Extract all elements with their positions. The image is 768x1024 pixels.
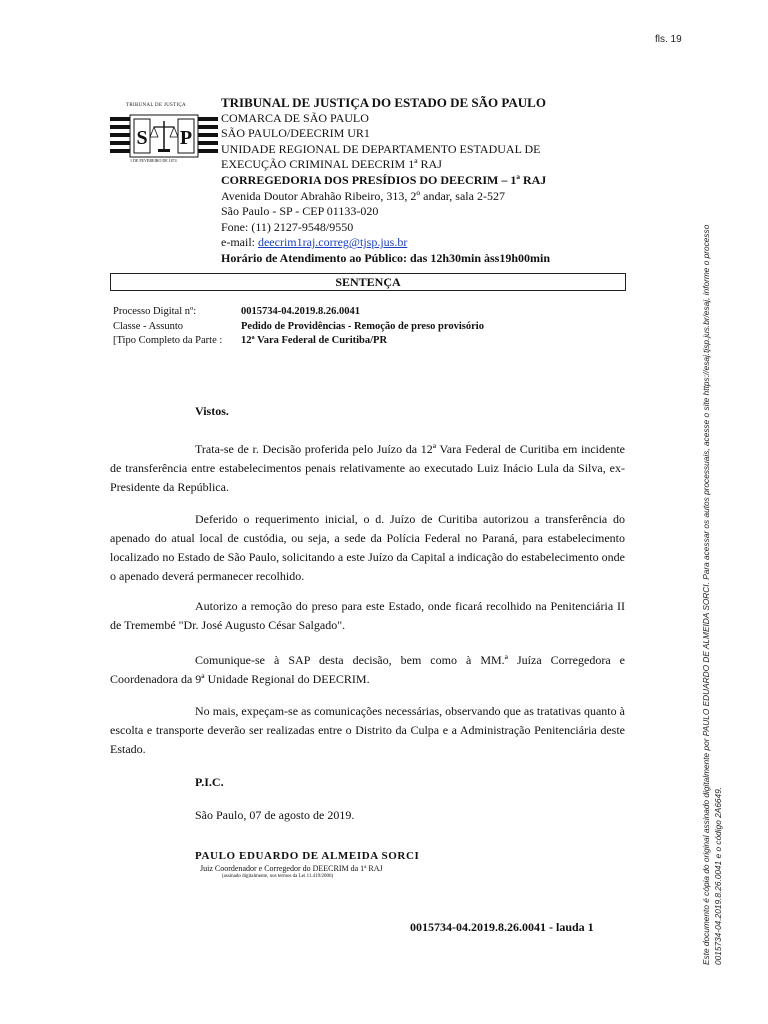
email-label: e-mail: bbox=[221, 235, 258, 250]
document-header bbox=[110, 95, 630, 265]
judge-role: Juiz Coordenador e Corregedor do DEECRIM da 1ª RAJ bbox=[200, 864, 383, 873]
seal-bottom-text: 1 DE FEVEREIRO DE 1874 bbox=[130, 158, 177, 163]
pic-text: P.I.C. bbox=[195, 775, 224, 789]
paragraph-5-text: No mais, expeçam-se as comunicações necessárias, observando que as tratativas quanto à escolta e transporte deverão ser realizadas entre o Distrito da Culpa e a Administração Penitenciária deste Estado. bbox=[110, 704, 625, 756]
page-number-label: fls. 19 bbox=[655, 34, 682, 45]
deecrim-line: SÃO PAULO/DEECRIM UR1 bbox=[221, 126, 370, 141]
digital-signature-note: (assinado digitalmente, nos termos da Lei 11.419/2006) bbox=[222, 874, 334, 879]
address-line: Avenida Doutor Abrahão Ribeiro, 313, 2º andar, sala 2-527 bbox=[221, 188, 505, 203]
paragraph-2 bbox=[110, 510, 625, 586]
unit-line-1: UNIDADE REGIONAL DE DEPARTAMENTO ESTADUAL DE bbox=[221, 141, 541, 156]
process-number-label: Processo Digital nº: bbox=[113, 306, 197, 317]
paragraph-1-text: Trata-se de r. Decisão proferida pelo Juízo da 12ª Vara Federal de Curitiba em incidente de transferência entre estabelecimentos penais relativamente ao executado Luiz Inácio Lula da Silva, ex-Presidente da República. bbox=[110, 442, 625, 494]
corregedoria-line: CORREGEDORIA DOS PRESÍDIOS DO DEECRIM – 1ª RAJ bbox=[221, 172, 547, 187]
process-number-value: 0015734-04.2019.8.26.0041 bbox=[241, 306, 360, 317]
paragraph-5 bbox=[110, 702, 625, 759]
paragraph-4 bbox=[110, 651, 625, 689]
city-cep-line: São Paulo - SP - CEP 01133-020 bbox=[221, 204, 379, 219]
process-number-row bbox=[113, 305, 484, 320]
seal-letter-p: P bbox=[179, 127, 193, 149]
side-note-line-1: Este documento é cópia do original assinado digitalmente por PAULO EDUARDO DE ALMEIDA SORCI. Para acessar os autos processuais, acesse o site https://esaj.tjsp.jus.br/esaj, informe o processo bbox=[701, 224, 711, 965]
paragraph-3 bbox=[110, 597, 625, 635]
court-title: TRIBUNAL DE JUSTIÇA DO ESTADO DE SÃO PAULO bbox=[221, 95, 546, 110]
pic-line bbox=[110, 773, 625, 792]
email-line bbox=[221, 235, 550, 251]
seal-letter-s: S bbox=[136, 127, 148, 149]
tjsp-seal bbox=[110, 103, 218, 163]
service-hours: Horário de Atendimento ao Público: das 12h30min àss19h00min bbox=[221, 250, 551, 265]
section-title-box: SENTENÇA bbox=[110, 273, 626, 291]
class-subject-label: Classe - Assunto bbox=[113, 320, 184, 332]
party-label: [Tipo Completo da Parte : bbox=[113, 335, 223, 346]
signature-block bbox=[195, 850, 419, 879]
phone-line: Fone: (11) 2127-9548/9550 bbox=[221, 219, 354, 234]
paragraph-3-text: Autorizo a remoção do preso para este Estado, onde ficará recolhido na Penitenciária II de Tremembé "Dr. José Augusto César Salgado". bbox=[110, 599, 625, 632]
date-line bbox=[110, 806, 625, 825]
paragraph-1 bbox=[110, 440, 625, 497]
class-subject-value: Pedido de Providências - Remoção de preso provisório bbox=[241, 320, 484, 332]
paragraph-4-text: Comunique-se à SAP desta decisão, bem como à MM.ª Juíza Corregedora e Coordenadora da 9ª Unidade Regional do DEECRIM. bbox=[110, 653, 625, 686]
party-value: 12ª Vara Federal de Curitiba/PR bbox=[241, 335, 388, 346]
unit-line-2: EXECUÇÃO CRIMINAL DEECRIM 1ª RAJ bbox=[221, 157, 442, 172]
footer-process-page: 0015734-04.2019.8.26.0041 - lauda 1 bbox=[410, 920, 594, 934]
digital-signature-side-note bbox=[700, 85, 724, 965]
side-note-line-2: 0015734-04.2019.8.26.0041 e o código 2A6649. bbox=[713, 786, 723, 965]
email-link[interactable]: deecrim1raj.correg@tjsp.jus.br bbox=[257, 235, 408, 250]
judge-name: PAULO EDUARDO DE ALMEIDA SORCI bbox=[195, 850, 420, 862]
date-text: São Paulo, 07 de agosto de 2019. bbox=[195, 808, 355, 822]
seal-top-text: TRIBUNAL DE JUSTIÇA bbox=[126, 103, 186, 108]
paragraph-2-text: Deferido o requerimento inicial, o d. Juízo de Curitiba autorizou a transferência do apenado do atual local de custódia, ou seja, a sede da Polícia Federal no Paraná, para estabelecimento localizado no Estado de São Paulo, solicitando a este Juízo da Capital a indicação do estabelecimento onde o apenado deverá permanecer recolhido. bbox=[110, 512, 625, 583]
process-metadata bbox=[113, 305, 484, 349]
header-text-block bbox=[221, 95, 550, 267]
party-row bbox=[113, 334, 484, 349]
vistos-text: Vistos. bbox=[195, 404, 229, 418]
seal-flag-icon bbox=[110, 109, 218, 161]
vistos-line bbox=[110, 402, 625, 421]
comarca-line: COMARCA DE SÃO PAULO bbox=[221, 110, 369, 125]
class-subject-row bbox=[113, 320, 484, 335]
